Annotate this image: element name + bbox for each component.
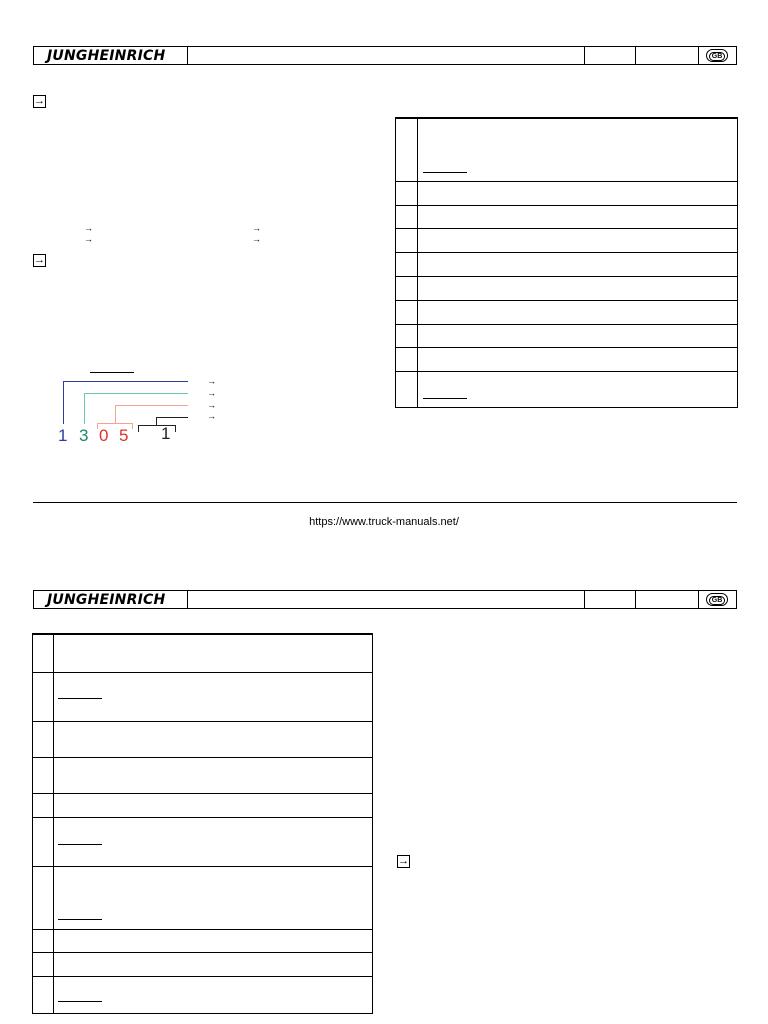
table-row — [33, 721, 372, 757]
code-digit-3: 0 — [99, 426, 109, 445]
code-digit-2: 3 — [79, 426, 89, 445]
header-cell — [584, 591, 636, 608]
page-header-2 — [33, 590, 737, 609]
note-arrow-icon: → — [34, 254, 45, 266]
code-digit-5: 1 — [161, 424, 171, 443]
table-row — [396, 300, 737, 324]
table-row — [33, 672, 372, 721]
header-divider — [698, 47, 699, 64]
table-row — [396, 205, 737, 229]
page-header-1 — [33, 46, 737, 65]
table-row — [33, 634, 372, 672]
logo-cell — [34, 47, 188, 64]
table-row — [33, 757, 372, 793]
jungheinrich-logo: JUNGHEINRICH — [47, 592, 166, 608]
table-underline — [423, 172, 467, 173]
table-row — [396, 276, 737, 300]
header-cell — [584, 47, 636, 64]
logo-cell — [34, 591, 188, 608]
jungheinrich-logo: JUNGHEINRICH — [47, 48, 166, 64]
table-row — [33, 817, 372, 866]
small-arrow-icon: → — [84, 223, 93, 233]
language-badge: GB — [706, 593, 728, 606]
table-row — [396, 347, 737, 371]
table-row — [33, 793, 372, 817]
small-arrow-icon: → — [84, 234, 93, 244]
table-row — [396, 324, 737, 348]
code-digit-1: 1 — [58, 426, 68, 445]
table-row — [396, 228, 737, 252]
small-arrow-icon: → — [252, 223, 261, 233]
table-row — [396, 371, 737, 408]
table-underline — [58, 1001, 102, 1002]
table-row — [33, 929, 372, 952]
language-badge: GB — [706, 49, 728, 62]
small-arrow-icon: → — [207, 388, 216, 398]
note-arrow-icon: → — [398, 855, 409, 867]
small-arrow-icon: → — [207, 400, 216, 410]
table-row — [33, 976, 372, 1014]
header-divider — [698, 591, 699, 608]
spec-table-1 — [395, 117, 738, 408]
table-row — [396, 252, 737, 276]
source-url: https://www.truck-manuals.net/ — [309, 516, 459, 528]
diagram-underline — [90, 372, 134, 373]
code-digit-4: 5 — [119, 426, 129, 445]
table-row — [396, 181, 737, 205]
note-arrow-icon: → — [34, 95, 45, 107]
small-arrow-icon: → — [252, 234, 261, 244]
small-arrow-icon: → — [207, 376, 216, 386]
table-underline — [423, 398, 467, 399]
table-row — [33, 952, 372, 976]
page-divider — [33, 502, 737, 503]
table-underline — [58, 698, 102, 699]
table-underline — [58, 919, 102, 920]
small-arrow-icon: → — [207, 411, 216, 421]
spec-table-2 — [32, 633, 373, 1014]
table-underline — [58, 844, 102, 845]
